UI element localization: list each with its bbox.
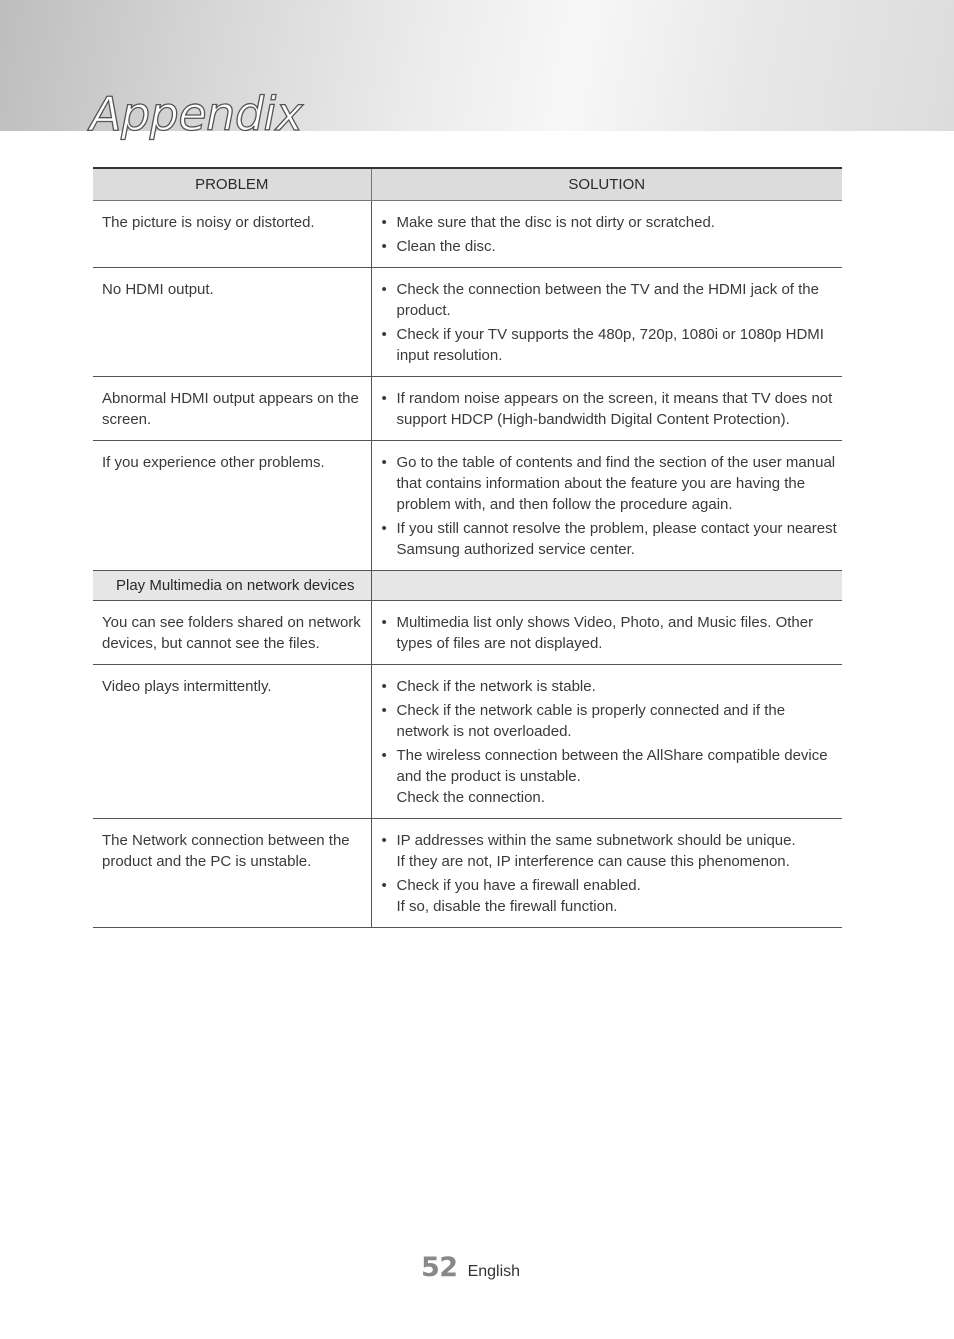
page-language: English xyxy=(467,1263,521,1280)
table-row xyxy=(93,377,842,441)
solution-text: • Check if you have a firewall enabled. xyxy=(396,877,641,894)
solution-item xyxy=(381,612,839,654)
solution-text: • If you still cannot resolve the problem, please contact your nearest Samsung authorized service center. xyxy=(396,520,837,558)
section-empty-cell xyxy=(371,571,842,601)
solution-cell xyxy=(371,601,842,665)
solution-item xyxy=(381,324,839,366)
table-row xyxy=(93,268,842,377)
solution-text: If so, disable the firewall function. xyxy=(396,898,618,915)
problem-cell: No HDMI output. xyxy=(93,268,371,377)
solution-list xyxy=(381,212,839,257)
solution-text: • Clean the disc. xyxy=(396,238,496,255)
problem-cell: Video plays intermittently. xyxy=(93,665,371,819)
solution-item xyxy=(381,212,839,233)
problem-cell: The Network connection between the product and the PC is unstable. xyxy=(93,819,371,928)
solution-item xyxy=(381,830,839,872)
solution-item xyxy=(381,236,839,257)
solution-list xyxy=(381,676,839,808)
problem-cell: If you experience other problems. xyxy=(93,441,371,571)
solution-list xyxy=(381,388,839,430)
solution-item xyxy=(381,518,839,560)
solution-cell xyxy=(371,819,842,928)
solution-item xyxy=(381,875,839,917)
solution-text: • IP addresses within the same subnetwork should be unique. xyxy=(396,832,796,849)
solution-text: • If random noise appears on the screen, it means that TV does not support HDCP (High-bandwidth Digital Content Protection). xyxy=(396,390,833,428)
problem-cell: You can see folders shared on network devices, but cannot see the files. xyxy=(93,601,371,665)
solution-list xyxy=(381,612,839,654)
solution-item xyxy=(381,745,839,808)
solution-text: • Multimedia list only shows Video, Photo, and Music files. Other types of files are not displayed. xyxy=(396,614,814,652)
table-row xyxy=(93,819,842,928)
solution-item xyxy=(381,676,839,697)
section-title: Play Multimedia on network devices xyxy=(93,571,371,601)
page-title: Appendix xyxy=(90,87,303,141)
solution-cell xyxy=(371,201,842,268)
solution-cell xyxy=(371,441,842,571)
solution-item xyxy=(381,388,839,430)
solution-cell xyxy=(371,377,842,441)
page-number: 52 xyxy=(421,1252,458,1283)
table-row xyxy=(93,665,842,819)
solution-item xyxy=(381,279,839,321)
table-row xyxy=(93,441,842,571)
table-header-row xyxy=(93,168,842,201)
solution-cell xyxy=(371,665,842,819)
problem-cell: The picture is noisy or distorted. xyxy=(93,201,371,268)
solution-text: • The wireless connection between the AllShare compatible device and the product is unstable. xyxy=(396,747,828,785)
solution-text: • Check if your TV supports the 480p, 720p, 1080i or 1080p HDMI input resolution. xyxy=(396,326,824,364)
solution-text: • Check if the network is stable. xyxy=(396,678,596,695)
table-row xyxy=(93,601,842,665)
solution-text: • Go to the table of contents and find the section of the user manual that contains information about the feature you are having the problem with, and then follow the procedure again. xyxy=(396,454,836,513)
solution-list xyxy=(381,452,839,560)
solution-text: Check the connection. xyxy=(396,789,545,806)
table-body xyxy=(93,201,842,928)
solution-text: • Check if the network cable is properly connected and if the network is not overloaded. xyxy=(396,702,786,740)
column-header-problem: PROBLEM xyxy=(93,168,371,201)
problem-cell: Abnormal HDMI output appears on the screen. xyxy=(93,377,371,441)
solution-text: If they are not, IP interference can cause this phenomenon. xyxy=(396,853,790,870)
page-footer xyxy=(421,1252,520,1283)
column-header-solution: SOLUTION xyxy=(371,168,842,201)
section-row xyxy=(93,571,842,601)
solution-text: • Make sure that the disc is not dirty or scratched. xyxy=(396,214,715,231)
solution-item xyxy=(381,700,839,742)
troubleshooting-table xyxy=(93,167,842,928)
solution-item xyxy=(381,452,839,515)
table-row xyxy=(93,201,842,268)
solution-cell xyxy=(371,268,842,377)
solution-list xyxy=(381,830,839,917)
solution-list xyxy=(381,279,839,366)
solution-text: • Check the connection between the TV and the HDMI jack of the product. xyxy=(396,281,819,319)
